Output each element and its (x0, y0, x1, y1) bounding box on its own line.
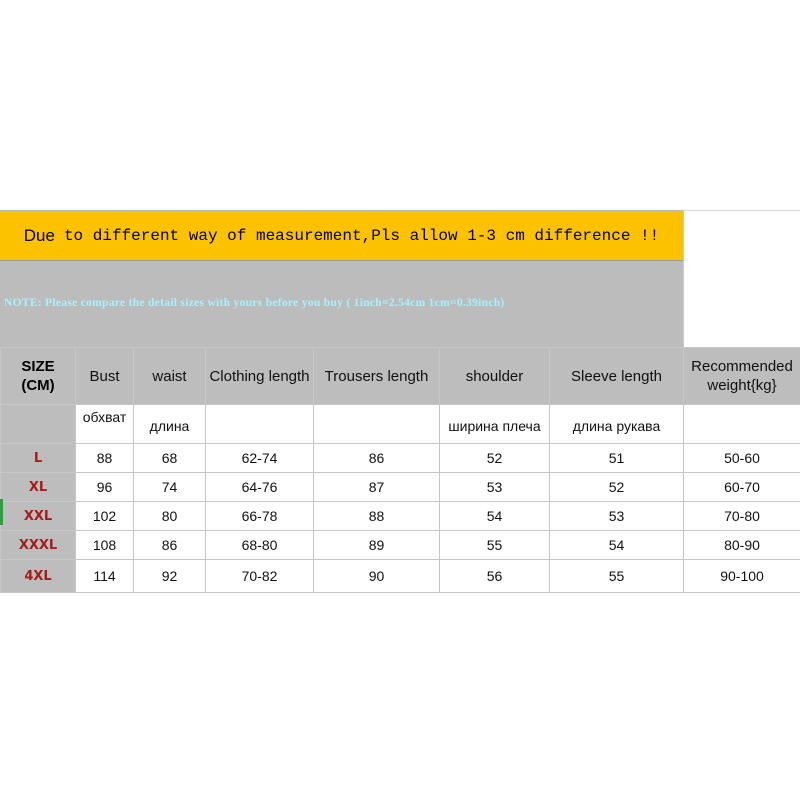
header-row (1, 348, 800, 405)
cell-selection-marker (0, 499, 3, 525)
size-label: XXXL (1, 531, 76, 560)
sleeve-length-value: 51 (550, 444, 684, 473)
table-row (1, 531, 800, 560)
ru-shoulder-label: ширина плеча (440, 405, 550, 444)
banner-text: to different way of measurement,Pls allow 1-3 cm difference !! (63, 226, 660, 245)
ru-bust-label: обхват (76, 405, 134, 444)
table-cell (206, 405, 314, 444)
clothing-length-value: 64-76 (206, 473, 314, 502)
shoulder-value: 55 (440, 531, 550, 560)
header-shoulder: shoulder (440, 348, 550, 405)
shoulder-value: 52 (440, 444, 550, 473)
waist-value: 80 (134, 502, 206, 531)
note-row (0, 260, 800, 347)
bust-value: 114 (76, 560, 134, 593)
sleeve-length-value: 55 (550, 560, 684, 593)
clothing-length-value: 62-74 (206, 444, 314, 473)
bust-value: 102 (76, 502, 134, 531)
weight-value: 70-80 (684, 502, 800, 531)
header-size-unit: (CM) (21, 377, 55, 394)
clothing-length-value: 68-80 (206, 531, 314, 560)
size-label: 4XL (1, 560, 76, 593)
empty-cell (683, 210, 800, 260)
table-row (1, 444, 800, 473)
shoulder-value: 54 (440, 502, 550, 531)
size-label: XL (1, 473, 76, 502)
sleeve-length-value: 53 (550, 502, 684, 531)
russian-labels-row (1, 405, 800, 444)
table-row (1, 502, 800, 531)
measurement-banner-row (0, 210, 800, 260)
weight-value: 90-100 (684, 560, 800, 593)
note-cell (0, 260, 683, 347)
header-size (1, 348, 76, 405)
table-cell (314, 405, 440, 444)
header-sleeve-length: Sleeve length (550, 348, 684, 405)
ru-sleeve-label: длина рукава (550, 405, 684, 444)
table-cell (1, 405, 76, 444)
weight-value: 80-90 (684, 531, 800, 560)
bust-value: 88 (76, 444, 134, 473)
header-clothing-length: Clothing length (206, 348, 314, 405)
note-text: NOTE: Please compare the detail sizes with yours before you buy ( 1inch=2.54cm 1cm=0.39inch) (4, 297, 505, 309)
size-label: L (1, 444, 76, 473)
measurement-banner (0, 210, 683, 260)
table-row (1, 560, 800, 593)
clothing-length-value: 70-82 (206, 560, 314, 593)
header-weight-line1: Recommended (691, 358, 793, 375)
waist-value: 74 (134, 473, 206, 502)
sleeve-length-value: 52 (550, 473, 684, 502)
shoulder-value: 56 (440, 560, 550, 593)
header-trousers-length: Trousers length (314, 348, 440, 405)
waist-value: 86 (134, 531, 206, 560)
shoulder-value: 53 (440, 473, 550, 502)
size-table (0, 347, 800, 593)
table-cell (684, 405, 800, 444)
trousers-length-value: 88 (314, 502, 440, 531)
bust-value: 108 (76, 531, 134, 560)
clothing-length-value: 66-78 (206, 502, 314, 531)
trousers-length-value: 89 (314, 531, 440, 560)
header-waist: waist (134, 348, 206, 405)
weight-value: 50-60 (684, 444, 800, 473)
weight-value: 60-70 (684, 473, 800, 502)
header-bust: Bust (76, 348, 134, 405)
trousers-length-value: 86 (314, 444, 440, 473)
trousers-length-value: 87 (314, 473, 440, 502)
header-weight-line2: weight{kg} (707, 377, 777, 394)
header-size-label: SIZE (21, 358, 55, 375)
sleeve-length-value: 54 (550, 531, 684, 560)
ru-waist-label: длина (134, 405, 206, 444)
waist-value: 92 (134, 560, 206, 593)
size-label: XXL (1, 502, 76, 531)
header-recommended-weight (684, 348, 800, 405)
banner-lead-word: Due (23, 225, 55, 245)
waist-value: 68 (134, 444, 206, 473)
table-row (1, 473, 800, 502)
empty-cell (683, 260, 800, 347)
bust-value: 96 (76, 473, 134, 502)
trousers-length-value: 90 (314, 560, 440, 593)
